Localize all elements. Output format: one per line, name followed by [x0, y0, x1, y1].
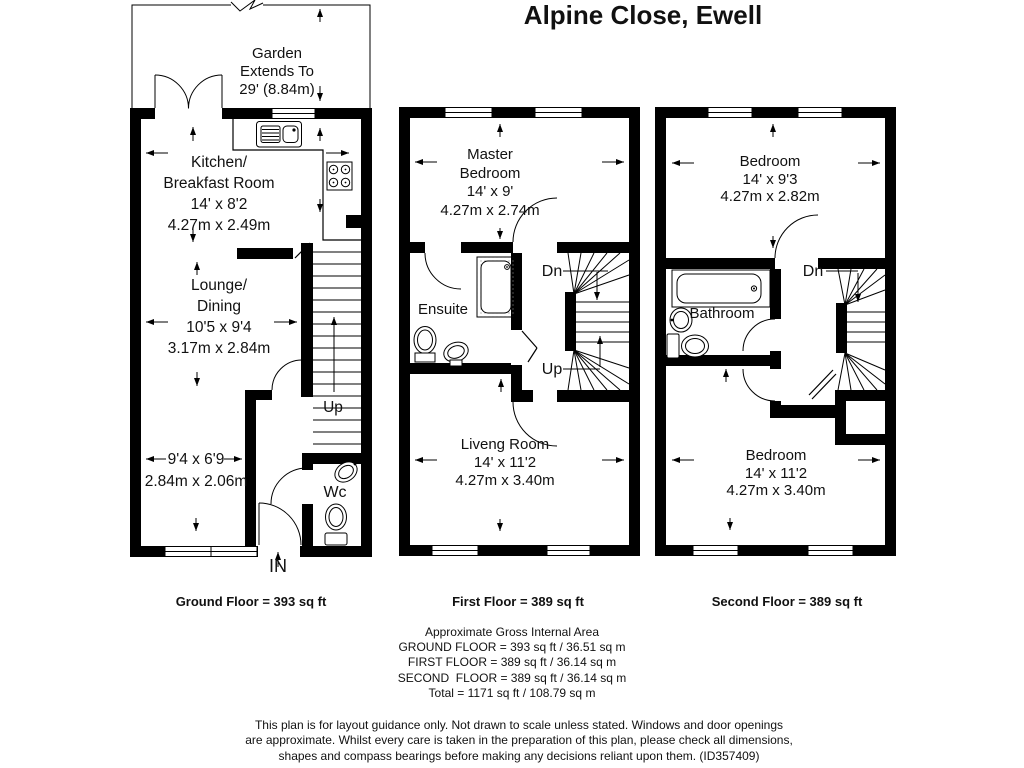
front-door-icon: [259, 503, 301, 545]
door-arcs: [743, 215, 836, 401]
room-name: Breakfast Room: [163, 175, 275, 192]
ensuite-toilet-icon: [414, 327, 436, 363]
break-line-icon: [231, 0, 263, 11]
room-dims-metric: 4.27m x 2.74m: [440, 201, 540, 219]
up-label: Up: [541, 361, 563, 378]
staircase: [826, 269, 885, 390]
entrance-label: IN: [269, 556, 287, 576]
ensuite-basin-icon: [441, 339, 471, 366]
front-bedroom-label: [720, 153, 819, 206]
garden-label-line: 29' (8.84m): [239, 81, 315, 98]
disclaimer-line: are approximate. Whilst every care is taken in the preparation of this plan, please check all dimensions,: [245, 733, 793, 748]
room-dims-imperial: 10'5 x 9'4: [186, 319, 252, 336]
bathroom-label: Bathroom: [689, 305, 755, 322]
area-summary: [398, 625, 626, 701]
page-title: Alpine Close, Ewell: [523, 0, 763, 30]
room-dims-metric: 3.17m x 2.84m: [167, 340, 271, 357]
disclaimer-line: shapes and compass bearings before making any decisions reliant upon them. (ID357409): [278, 748, 760, 763]
kitchen-sink-icon: [257, 122, 302, 148]
room-dims-metric: 4.27m x 2.49m: [167, 217, 271, 234]
room-name: Bedroom: [745, 447, 807, 464]
room-dims-imperial: 14' x 9': [466, 183, 514, 200]
staircase: [563, 253, 629, 390]
room-dims-metric: 4.27m x 3.40m: [455, 472, 555, 489]
room-dims-metric: 4.27m x 3.40m: [726, 482, 826, 499]
room-dims-metric: 2.84m x 2.06m: [144, 473, 248, 490]
up-label: Up: [323, 399, 343, 416]
wc-toilet-icon: [325, 504, 347, 545]
room-dims-imperial: 14' x 11'2: [744, 464, 808, 482]
kitchen-label: [163, 152, 274, 236]
disclaimer-line: This plan is for layout guidance only. Not drawn to scale unless stated. Windows and door openings: [254, 718, 784, 732]
summary-heading: Approximate Gross Internal Area: [424, 625, 600, 639]
garden-label: [239, 45, 314, 99]
room-name: Bedroom: [739, 153, 801, 170]
room-dims-metric: 4.27m x 2.82m: [720, 188, 820, 205]
hall-dims-label: [145, 449, 248, 493]
ground-floor-caption: Ground Floor = 393 sq ft: [175, 594, 327, 609]
dn-label: Dn: [802, 263, 824, 280]
ensuite-label: Ensuite: [417, 301, 469, 318]
master-bedroom-label: [440, 146, 539, 220]
dn-label: Dn: [541, 263, 563, 280]
room-name: Liveng Room: [460, 436, 550, 453]
room-name: Lounge/: [190, 277, 248, 294]
room-dims-imperial: 9'4 x 6'9: [167, 451, 225, 468]
summary-line: GROUND FLOOR = 393 sq ft / 36.51 sq m: [398, 640, 626, 655]
garden-label-line: Garden: [251, 45, 303, 62]
living-room-label: [455, 436, 554, 490]
summary-line: Total = 1171 sq ft / 108.79 sq m: [428, 685, 596, 700]
room-name: Kitchen/: [190, 154, 248, 171]
room-dims-imperial: 14' x 9'3: [742, 170, 798, 188]
lounge-label: [168, 275, 271, 359]
shower-icon: [477, 257, 515, 317]
disclaimer: [245, 718, 793, 764]
room-name: Master: [467, 146, 513, 163]
door-arcs: [425, 198, 557, 446]
first-floor-caption: First Floor = 389 sq ft: [452, 594, 584, 609]
summary-line: SECOND FLOOR = 389 sq ft / 36.14 sq m: [397, 670, 627, 685]
bathroom-toilet-icon: [667, 334, 709, 358]
summary-line: FIRST FLOOR = 389 sq ft / 36.14 sq m: [407, 655, 617, 670]
hob-icon: [327, 162, 352, 190]
garden-label-line: Extends To: [240, 63, 314, 80]
french-doors-icon: [155, 75, 222, 109]
bathtub-icon: [672, 270, 770, 307]
back-bedroom-label: [726, 447, 825, 500]
second-floor-caption: Second Floor = 389 sq ft: [711, 594, 863, 609]
room-name: Bedroom: [459, 164, 521, 182]
wc-label: Wc: [323, 484, 347, 501]
room-name: Dining: [197, 298, 241, 315]
room-dims-imperial: 14' x 11'2: [473, 454, 537, 471]
room-dims-imperial: 14' x 8'2: [190, 196, 248, 213]
